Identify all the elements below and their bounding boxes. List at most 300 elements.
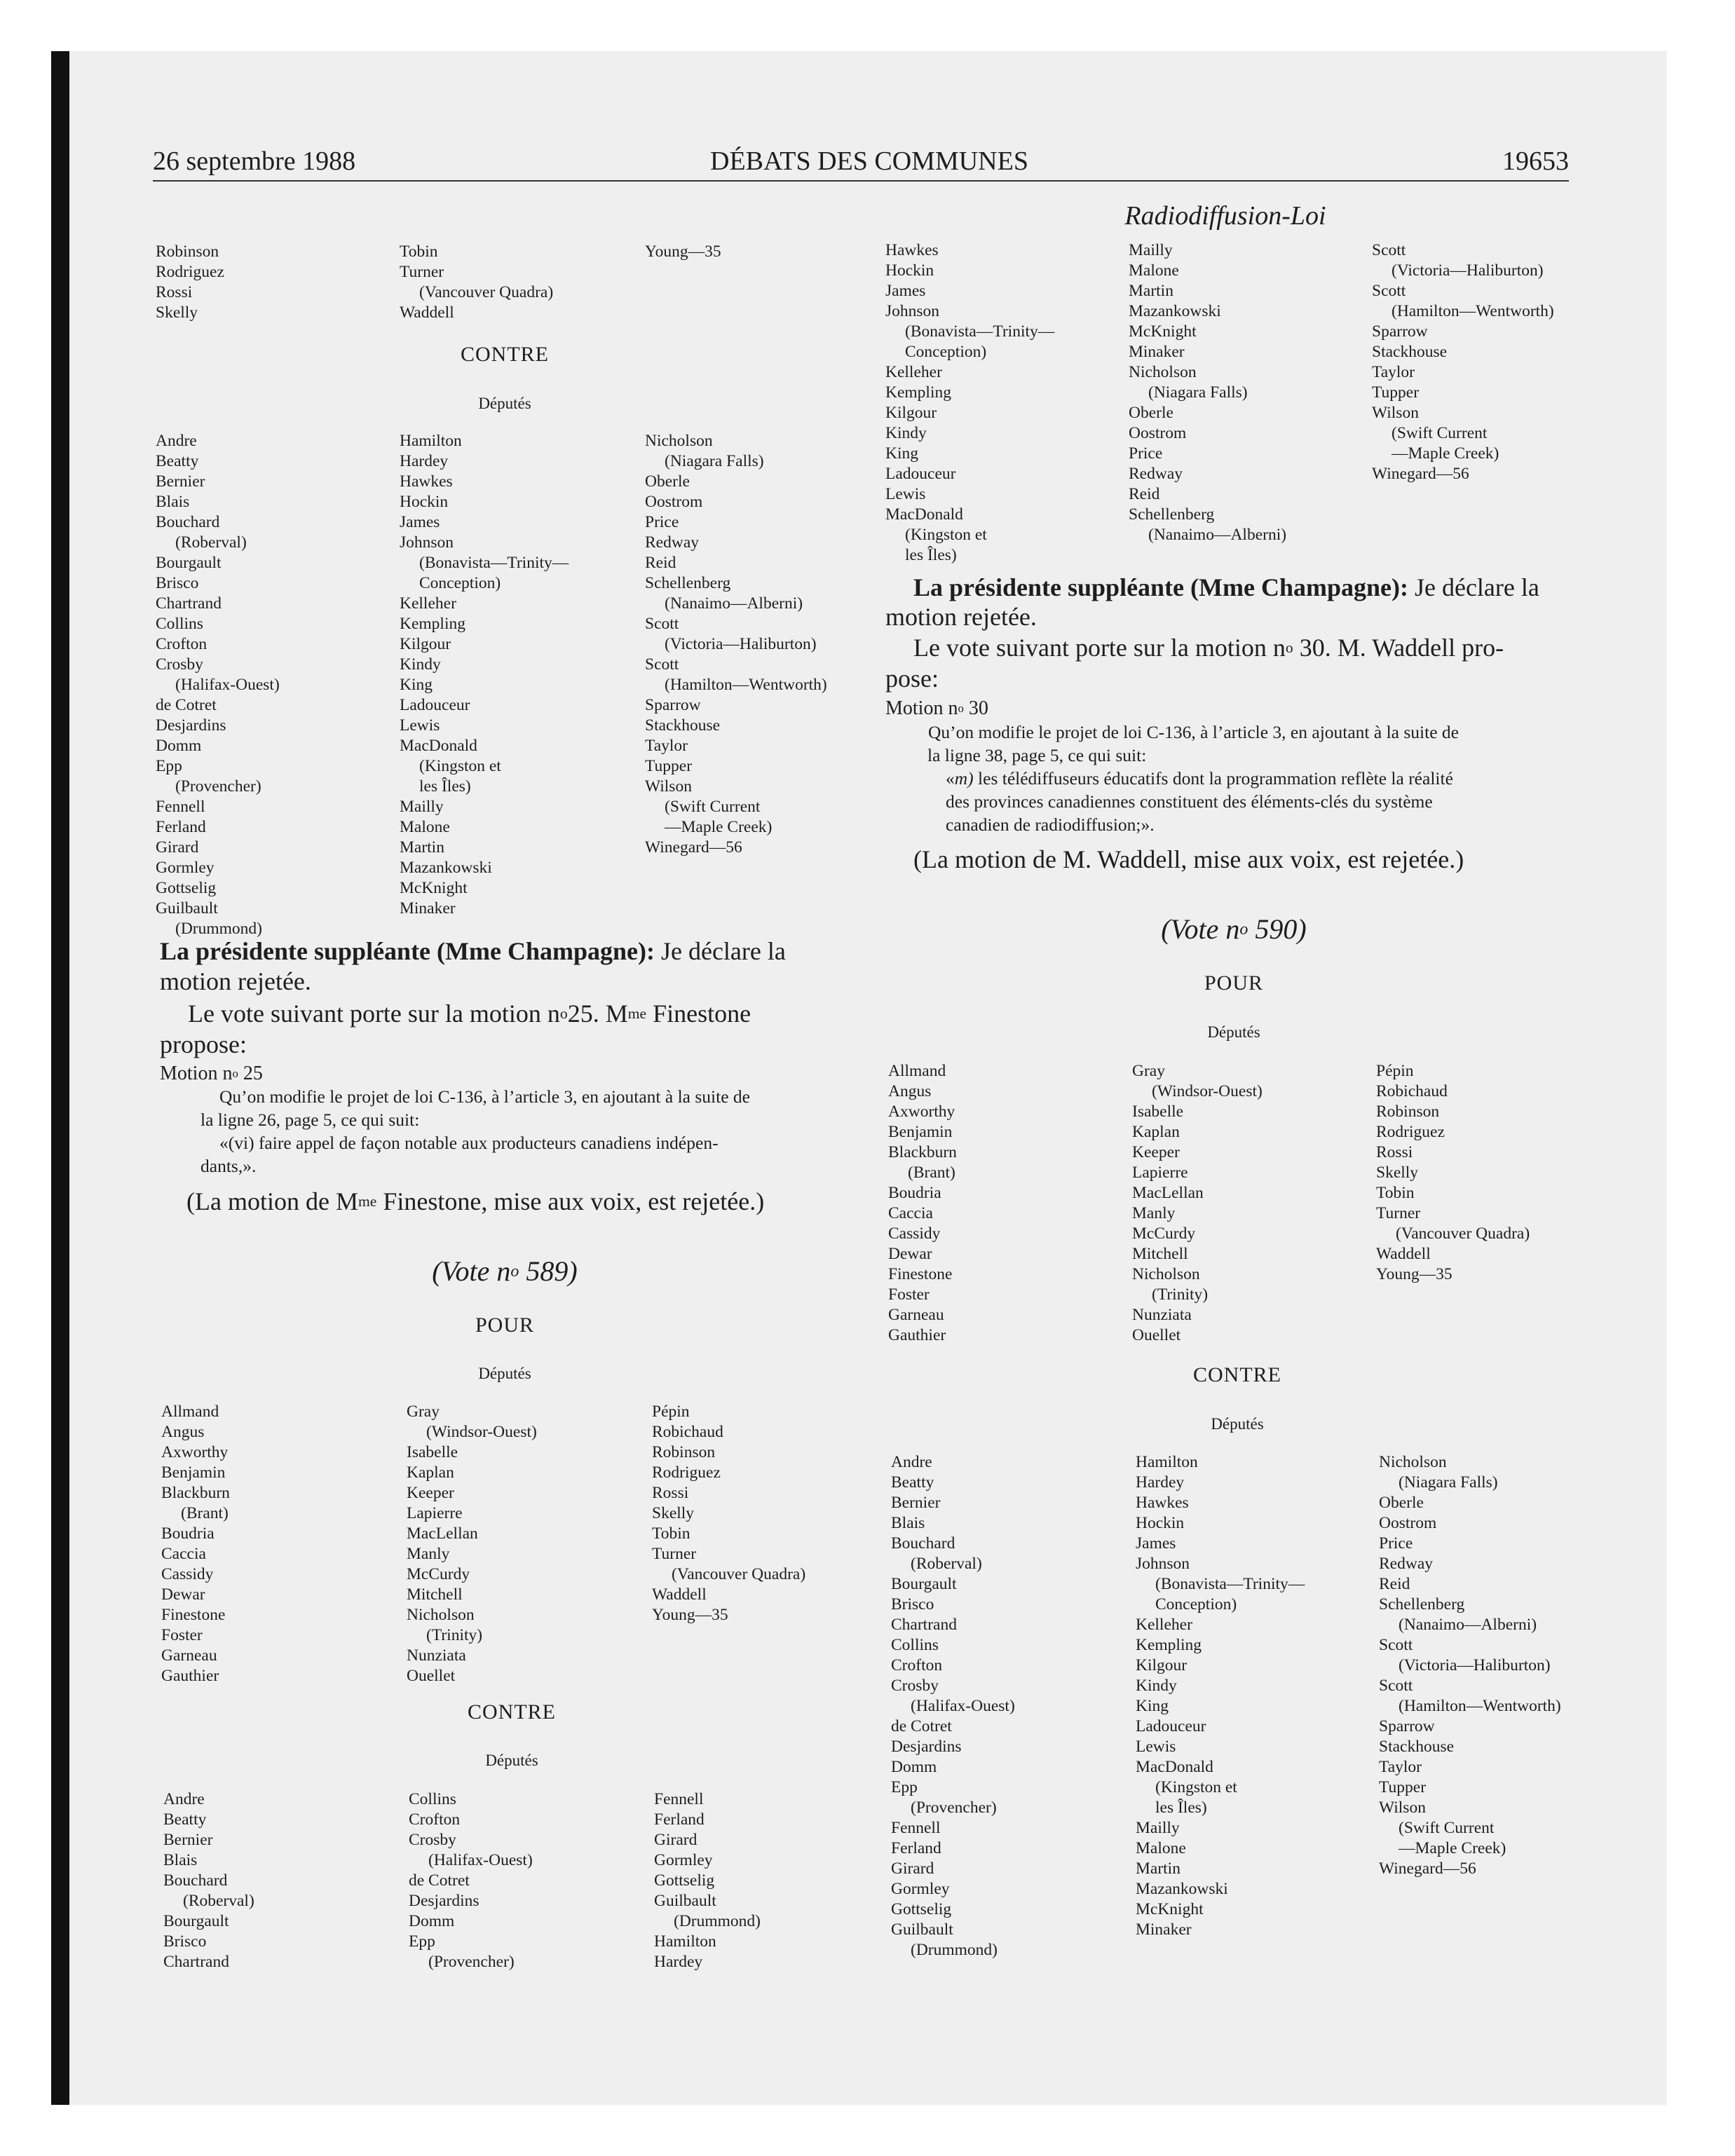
next-vote-text-a: Le vote suivant porte sur la motion n xyxy=(913,634,1286,662)
member-name: Caccia xyxy=(888,1204,933,1222)
sup-me: me xyxy=(358,1193,377,1210)
sup-o: o xyxy=(232,1067,238,1080)
next-vote-text-b: 25. M xyxy=(567,999,628,1028)
member-name: Lapierre xyxy=(1132,1164,1188,1182)
motion-text-line3: «(vi) faire appel de façon notable aux producteurs canadiens indépen- xyxy=(219,1133,719,1153)
member-name: Johnson xyxy=(400,533,454,552)
member-name: Bouchard xyxy=(163,1871,228,1890)
member-name: (Victoria—Haliburton) xyxy=(665,635,817,653)
member-name: Nunziata xyxy=(1132,1306,1192,1324)
member-name: Epp xyxy=(409,1932,435,1951)
member-name: Kempling xyxy=(400,615,465,633)
member-name: Bernier xyxy=(163,1831,213,1849)
member-name: Allmand xyxy=(161,1403,219,1421)
member-name: Gormley xyxy=(156,859,215,877)
left-contre2-col-3 xyxy=(654,1789,761,1972)
member-name: Dewar xyxy=(161,1585,205,1604)
member-name: Bernier xyxy=(156,472,205,491)
member-name: Hamilton xyxy=(400,432,462,450)
member-name: Hockin xyxy=(885,261,934,280)
member-name: Beatty xyxy=(156,452,199,470)
member-name: Stackhouse xyxy=(645,716,721,735)
member-name: Winegard—56 xyxy=(645,838,742,857)
member-name: (Niagara Falls) xyxy=(1399,1473,1498,1492)
member-name: Crofton xyxy=(156,635,207,653)
member-name: Desjardins xyxy=(156,716,226,735)
motion-text-line3 xyxy=(907,767,1453,790)
member-name: Ladouceur xyxy=(400,696,470,714)
left-top-col-1 xyxy=(156,242,224,323)
member-name: les Îles) xyxy=(1155,1799,1207,1817)
member-name: les Îles) xyxy=(419,777,471,796)
member-name: Skelly xyxy=(652,1504,695,1522)
member-name: Collins xyxy=(156,615,203,633)
member-name: Reid xyxy=(1379,1575,1410,1593)
member-name: Crosby xyxy=(409,1831,456,1849)
member-name: Robinson xyxy=(1376,1103,1440,1121)
deputes-heading: Députés xyxy=(1211,1415,1264,1433)
member-name: (Windsor-Ouest) xyxy=(1152,1082,1263,1100)
member-name: Bourgault xyxy=(156,554,222,572)
motion-label xyxy=(885,697,988,720)
pour-heading: POUR xyxy=(475,1314,535,1337)
member-name: Conception) xyxy=(419,574,501,592)
deputes-heading: Députés xyxy=(1207,1023,1260,1041)
member-name: de Cotret xyxy=(156,696,217,714)
member-name: (Swift Current xyxy=(665,798,761,816)
left-contre-col-3 xyxy=(645,431,827,858)
member-name: Skelly xyxy=(156,303,198,322)
member-name: Foster xyxy=(888,1285,930,1304)
member-name: Oberle xyxy=(645,472,690,491)
member-name: Blackburn xyxy=(888,1143,957,1161)
member-name: Mitchell xyxy=(407,1585,463,1604)
member-name: Nicholson xyxy=(1132,1265,1200,1283)
member-name: Minaker xyxy=(400,899,456,917)
member-name: Angus xyxy=(888,1082,932,1100)
member-name: (Windsor-Ouest) xyxy=(426,1423,537,1441)
member-name: Collins xyxy=(409,1790,456,1808)
member-name: Kilgour xyxy=(1136,1656,1188,1674)
motion-text-line1: Qu’on modifie le projet de loi C-136, à l’article 3, en ajoutant à la suite de xyxy=(928,722,1459,742)
member-name: Kilgour xyxy=(885,404,937,422)
member-name: Martin xyxy=(1136,1860,1181,1878)
member-name: Kelleher xyxy=(400,594,456,613)
member-name: MacDonald xyxy=(400,737,477,755)
member-name: (Bonavista—Trinity— xyxy=(419,554,569,572)
member-name: Mazankowski xyxy=(1136,1880,1228,1898)
member-name: Kindy xyxy=(1136,1677,1177,1695)
member-name: Nicholson xyxy=(1129,363,1197,381)
member-name: (Roberval) xyxy=(911,1555,982,1573)
member-name: Mitchell xyxy=(1132,1245,1188,1263)
member-name: Gray xyxy=(1132,1062,1165,1080)
member-name: Kempling xyxy=(1136,1636,1202,1654)
member-name: Scott xyxy=(645,655,679,674)
right-top-col-2 xyxy=(1129,240,1286,545)
member-name: Benjamin xyxy=(888,1123,953,1141)
member-name: Robinson xyxy=(652,1443,716,1461)
member-name: Hardey xyxy=(1136,1473,1185,1492)
left-pour-col-1 xyxy=(161,1402,230,1686)
member-name: Turner xyxy=(400,263,444,281)
member-name: Kaplan xyxy=(1132,1123,1180,1141)
member-name: (Hamilton—Wentworth) xyxy=(665,676,827,694)
contre-heading: CONTRE xyxy=(468,1700,556,1724)
member-name: Tobin xyxy=(652,1524,690,1543)
member-name: MacLellan xyxy=(1132,1184,1204,1202)
member-name: Oostrom xyxy=(645,493,703,511)
member-name: Ladouceur xyxy=(885,465,956,483)
member-name: Blais xyxy=(163,1851,198,1869)
member-name: Mailly xyxy=(400,798,444,816)
member-name: Young—35 xyxy=(645,243,721,261)
member-name: McCurdy xyxy=(1132,1224,1196,1243)
member-name: Girard xyxy=(654,1831,698,1849)
motion-result: (La motion de M. Waddell, mise aux voix, est rejetée.) xyxy=(913,845,1464,873)
member-name: Taylor xyxy=(645,737,688,755)
member-name: Schellenberg xyxy=(645,574,731,592)
member-name: Guilbault xyxy=(654,1892,716,1910)
member-name: (Kingston et xyxy=(1155,1778,1237,1796)
left-contre-col-1 xyxy=(156,431,280,939)
member-name: Johnson xyxy=(885,302,940,320)
member-name: Girard xyxy=(891,1860,934,1878)
motion-text-line2: la ligne 38, page 5, ce qui suit: xyxy=(927,745,1147,765)
member-name: (Nanaimo—Alberni) xyxy=(665,594,803,613)
member-name: Brisco xyxy=(156,574,199,592)
member-name: McCurdy xyxy=(407,1565,470,1583)
member-name: Price xyxy=(645,513,679,531)
right-pour-col-2 xyxy=(1132,1061,1263,1346)
member-name: Tobin xyxy=(1376,1184,1415,1202)
member-name: Nicholson xyxy=(407,1606,475,1624)
member-name: Fennell xyxy=(156,798,205,816)
member-name: Desjardins xyxy=(891,1738,962,1756)
member-name: (Vancouver Quadra) xyxy=(419,283,554,301)
member-name: (Halifax-Ouest) xyxy=(428,1851,533,1869)
next-vote-text xyxy=(885,634,1504,662)
member-name: Scott xyxy=(1379,1677,1413,1695)
right-contre-col-2 xyxy=(1136,1452,1305,1940)
member-name: Martin xyxy=(1129,282,1173,300)
member-name: (Victoria—Haliburton) xyxy=(1399,1656,1551,1674)
member-name: Desjardins xyxy=(409,1892,479,1910)
member-name: Stackhouse xyxy=(1379,1738,1455,1756)
member-name: James xyxy=(400,513,440,531)
member-name: Skelly xyxy=(1376,1164,1419,1182)
member-name: Schellenberg xyxy=(1379,1595,1465,1613)
member-name: Wilson xyxy=(645,777,692,796)
member-name: Domm xyxy=(156,737,202,755)
sup-o: o xyxy=(958,702,964,715)
member-name: Hockin xyxy=(1136,1514,1185,1532)
sup-o: o xyxy=(1239,920,1248,939)
left-contre2-col-2 xyxy=(409,1789,533,1972)
left-contre2-col-1 xyxy=(163,1789,254,1972)
member-name: Rodriguez xyxy=(1376,1123,1445,1141)
member-name: Scott xyxy=(1372,241,1406,259)
member-name: Chartrand xyxy=(891,1616,957,1634)
member-name: Gottselig xyxy=(654,1871,715,1890)
member-name: Keeper xyxy=(1132,1143,1180,1161)
member-name: Nicholson xyxy=(645,432,713,450)
sup-me: me xyxy=(627,1005,647,1022)
member-name: Minaker xyxy=(1136,1920,1192,1939)
member-name: Turner xyxy=(652,1545,697,1563)
member-name: Nunziata xyxy=(407,1646,466,1665)
member-name: Young—35 xyxy=(652,1606,728,1624)
member-name: Rossi xyxy=(652,1484,689,1502)
member-name: McKnight xyxy=(400,879,468,897)
member-name: Brisco xyxy=(891,1595,934,1613)
member-name: King xyxy=(400,676,433,694)
member-name: Rodriguez xyxy=(156,263,224,281)
member-name: Price xyxy=(1129,444,1163,463)
member-name: Winegard—56 xyxy=(1379,1860,1476,1878)
member-name: Crosby xyxy=(156,655,203,674)
member-name: Lewis xyxy=(885,485,926,503)
member-name: de Cotret xyxy=(891,1717,952,1735)
motion-text-line4: des provinces canadiennes constituent des éléments-clés du système xyxy=(946,791,1433,812)
member-name: Oostrom xyxy=(1129,424,1187,442)
member-name: Boudria xyxy=(888,1184,941,1202)
member-name: Beatty xyxy=(163,1810,207,1829)
member-name: Bouchard xyxy=(156,513,220,531)
vote-title-a: (Vote n xyxy=(432,1255,511,1287)
member-name: Turner xyxy=(1376,1204,1421,1222)
member-name: Beatty xyxy=(891,1473,934,1492)
member-name: Robichaud xyxy=(1376,1082,1448,1100)
member-name: Garneau xyxy=(161,1646,217,1665)
member-name: Ferland xyxy=(156,818,206,836)
member-name: Sparrow xyxy=(1379,1717,1435,1735)
member-name: Tupper xyxy=(1379,1778,1427,1796)
member-name: Redway xyxy=(1129,465,1183,483)
vote-title-a: (Vote n xyxy=(1161,913,1240,945)
sup-o: o xyxy=(510,1262,519,1281)
member-name: McKnight xyxy=(1136,1900,1204,1918)
member-name: Hawkes xyxy=(400,472,453,491)
member-name: Martin xyxy=(400,838,444,857)
member-name: King xyxy=(1136,1697,1169,1715)
member-name: Gauthier xyxy=(888,1326,946,1344)
member-name: Cassidy xyxy=(161,1565,214,1583)
member-name: Rossi xyxy=(1376,1143,1413,1161)
member-name: Fennell xyxy=(891,1819,941,1837)
member-name: Epp xyxy=(156,757,182,775)
member-name: Taylor xyxy=(1372,363,1415,381)
vote-589-title xyxy=(393,1255,617,1288)
member-name: Fennell xyxy=(654,1790,704,1808)
member-name: Finestone xyxy=(888,1265,953,1283)
member-name: Kaplan xyxy=(407,1464,454,1482)
left-top-col-2 xyxy=(400,242,553,323)
member-name: (Drummond) xyxy=(911,1941,998,1959)
member-name: King xyxy=(885,444,918,463)
vote-title-b: 589) xyxy=(519,1255,578,1287)
member-name: Hamilton xyxy=(1136,1453,1198,1471)
member-name: Taylor xyxy=(1379,1758,1422,1776)
member-name: (Kingston et xyxy=(905,526,987,544)
member-name: (Drummond) xyxy=(175,920,263,938)
next-vote-text-b: 30. M. Waddell pro- xyxy=(1293,634,1504,662)
member-name: Manly xyxy=(407,1545,450,1563)
member-name: Schellenberg xyxy=(1129,505,1215,524)
member-name: Malone xyxy=(1129,261,1179,280)
member-name: (Swift Current xyxy=(1399,1819,1495,1837)
member-name: Scott xyxy=(645,615,679,633)
member-name: (Provencher) xyxy=(428,1953,515,1971)
right-top-col-1 xyxy=(885,240,1054,566)
member-name: —Maple Creek) xyxy=(665,818,773,836)
member-name: (Niagara Falls) xyxy=(665,452,764,470)
member-name: Bourgault xyxy=(891,1575,957,1593)
motion-result-b: Finestone, mise aux voix, est rejetée.) xyxy=(376,1187,765,1215)
member-name: Hawkes xyxy=(885,241,939,259)
deputes-heading: Députés xyxy=(478,395,531,412)
running-title: Radiodiffusion-Loi xyxy=(1124,201,1326,231)
right-pour-col-3 xyxy=(1376,1061,1530,1285)
right-pour-col-1 xyxy=(888,1061,957,1346)
member-name: Minaker xyxy=(1129,343,1185,361)
vote-title-b: 590) xyxy=(1248,913,1307,945)
member-name: Gormley xyxy=(891,1880,950,1898)
member-name: Kempling xyxy=(885,383,951,402)
member-name: (Vancouver Quadra) xyxy=(1396,1224,1530,1243)
left-top-col-3 xyxy=(645,242,721,262)
member-name: Redway xyxy=(645,533,700,552)
next-vote-text-c: Finestone xyxy=(646,999,751,1028)
member-name: Keeper xyxy=(407,1484,454,1502)
member-name: Gormley xyxy=(654,1851,713,1869)
member-name: Angus xyxy=(161,1423,205,1441)
member-name: (Halifax-Ouest) xyxy=(911,1697,1015,1715)
vote-590-title xyxy=(1122,913,1346,946)
member-name: Gottselig xyxy=(156,879,217,897)
motion-number: 30 xyxy=(963,697,988,719)
right-top-col-3 xyxy=(1372,240,1554,484)
member-name: Girard xyxy=(156,838,199,857)
member-name: Domm xyxy=(409,1912,455,1930)
member-name: Wilson xyxy=(1372,404,1419,422)
next-vote-text-line2: propose: xyxy=(160,1030,247,1058)
member-name: Axworthy xyxy=(888,1103,955,1121)
sup-o: o xyxy=(1285,639,1293,656)
member-name: (Vancouver Quadra) xyxy=(672,1565,806,1583)
member-name: Lapierre xyxy=(407,1504,463,1522)
member-name: (Swift Current xyxy=(1392,424,1488,442)
motion-result xyxy=(186,1187,764,1215)
member-name: Benjamin xyxy=(161,1464,226,1482)
next-vote-text xyxy=(160,999,751,1028)
member-name: Mailly xyxy=(1129,241,1173,259)
member-name: (Nanaimo—Alberni) xyxy=(1148,526,1287,544)
member-name: Hockin xyxy=(400,493,449,511)
member-name: Mailly xyxy=(1136,1819,1180,1837)
right-contre-col-3 xyxy=(1379,1452,1561,1879)
member-name: Ouellet xyxy=(1132,1326,1181,1344)
member-name: de Cotret xyxy=(409,1871,470,1890)
member-name: Gottselig xyxy=(891,1900,952,1918)
member-name: Redway xyxy=(1379,1555,1434,1573)
member-name: Manly xyxy=(1132,1204,1176,1222)
member-name: (Hamilton—Wentworth) xyxy=(1392,302,1554,320)
member-name: Wilson xyxy=(1379,1799,1426,1817)
speaker-text: Je déclare la xyxy=(1408,573,1539,601)
member-name: Scott xyxy=(1372,282,1406,300)
member-name: Bourgault xyxy=(163,1912,229,1930)
member-name: Hardey xyxy=(654,1953,703,1971)
speaker-text: Je déclare la xyxy=(654,937,786,965)
speaker-statement-line2: motion rejetée. xyxy=(160,967,311,995)
motion-label-text: Motion n xyxy=(885,697,958,719)
member-name: Finestone xyxy=(161,1606,226,1624)
member-name: Andre xyxy=(156,432,197,450)
member-name: Epp xyxy=(891,1778,918,1796)
member-name: Allmand xyxy=(888,1062,946,1080)
member-name: Caccia xyxy=(161,1545,206,1563)
member-name: (Provencher) xyxy=(175,777,261,796)
member-name: Hardey xyxy=(400,452,449,470)
member-name: Pépin xyxy=(1376,1062,1414,1080)
speaker-statement xyxy=(160,937,786,965)
motion-text-line2: la ligne 26, page 5, ce qui suit: xyxy=(200,1110,420,1130)
member-name: Tupper xyxy=(645,757,693,775)
member-name: Hamilton xyxy=(654,1932,716,1951)
member-name: Brisco xyxy=(163,1932,207,1951)
member-name: (Roberval) xyxy=(183,1892,254,1910)
sup-o: o xyxy=(559,1005,568,1022)
contre-heading: CONTRE xyxy=(461,343,549,366)
motion-text-line1: Qu’on modifie le projet de loi C-136, à l’article 3, en ajoutant à la suite de xyxy=(219,1086,750,1107)
member-name: —Maple Creek) xyxy=(1399,1839,1506,1857)
member-name: MacLellan xyxy=(407,1524,478,1543)
member-name: Chartrand xyxy=(163,1953,229,1971)
member-name: Sparrow xyxy=(1372,322,1428,341)
member-name: Rossi xyxy=(156,283,193,301)
member-name: Foster xyxy=(161,1626,203,1644)
member-name: Mazankowski xyxy=(400,859,492,877)
member-name: (Bonavista—Trinity— xyxy=(905,322,1055,341)
member-name: Guilbault xyxy=(156,899,218,917)
member-name: Kelleher xyxy=(1136,1616,1192,1634)
member-name: James xyxy=(1136,1534,1176,1553)
member-name: Kindy xyxy=(885,424,927,442)
member-name: Hawkes xyxy=(1136,1494,1189,1512)
member-name: Crofton xyxy=(409,1810,461,1829)
member-name: Reid xyxy=(645,554,676,572)
next-vote-text-a: Le vote suivant porte sur la motion n xyxy=(188,999,560,1028)
member-name: Scott xyxy=(1379,1636,1413,1654)
member-name: (Nanaimo—Alberni) xyxy=(1399,1616,1537,1634)
member-name: Domm xyxy=(891,1758,937,1776)
motion-label xyxy=(160,1062,263,1085)
member-name: Reid xyxy=(1129,485,1160,503)
deputes-heading: Députés xyxy=(478,1365,531,1382)
header-date: 26 septembre 1988 xyxy=(153,146,356,176)
member-name: Kelleher xyxy=(885,363,942,381)
pour-heading: POUR xyxy=(1204,971,1264,995)
motion-text-line3-body: les télédiffuseurs éducatifs dont la programmation reflète la réalité xyxy=(973,768,1453,789)
scan-binding-edge xyxy=(51,51,69,2105)
member-name: Oberle xyxy=(1129,404,1173,422)
member-name: (Trinity) xyxy=(426,1626,483,1644)
header-title: DÉBATS DES COMMUNES xyxy=(710,146,1028,176)
member-name: Collins xyxy=(891,1636,939,1654)
member-name: Young—35 xyxy=(1376,1265,1452,1283)
member-name: Tupper xyxy=(1372,383,1420,402)
